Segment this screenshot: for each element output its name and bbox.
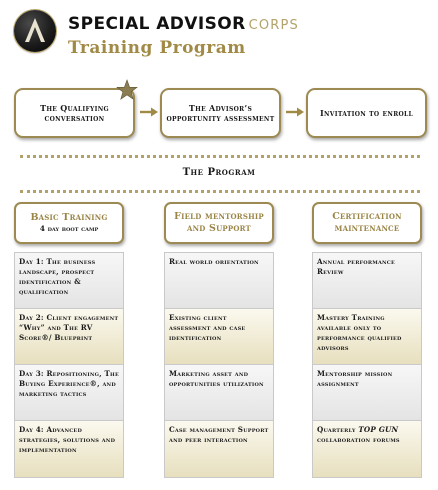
column-header-field-mentorship [164, 202, 274, 244]
column-heading: Basic Training [30, 212, 108, 224]
step-invitation-to-enroll [306, 88, 427, 138]
logo [14, 10, 56, 52]
section-title: The Program [182, 167, 256, 178]
page-subtitle: Training Program [68, 38, 246, 58]
dotted-divider [20, 190, 420, 193]
step-label: The Advisor’s opportunity assessment [166, 103, 275, 123]
list-item: Case management Support and peer interaction [164, 420, 274, 478]
column-heading: Certification maintenance [332, 211, 402, 234]
brand-title [68, 14, 299, 34]
list-item: Real world orientation [164, 252, 274, 308]
column-header-basic-training [14, 202, 124, 244]
top-gun-emphasis: TOP GUN [358, 425, 399, 434]
list-item: Annual performance Review [312, 252, 422, 308]
column-header-certification [312, 202, 422, 244]
step-advisor-assessment [160, 88, 281, 138]
list-item: Marketing asset and opportunities utilization [164, 364, 274, 420]
list-item [312, 420, 422, 478]
star-icon [116, 79, 138, 101]
step-label: Invitation to enroll [319, 108, 414, 118]
list-item: Mastery Training available only to performance qualified advisors [312, 308, 422, 364]
list-item: Day 1: The business landscape, prospect identification & qualification [14, 252, 124, 308]
arrow-right-icon [285, 106, 305, 118]
dotted-divider [20, 155, 420, 158]
arrow-right-icon [139, 106, 159, 118]
item-text: collaboration forums [317, 434, 400, 444]
list-item: Day 2: Client engagement “Why” and The RV Score®/ Blueprint [14, 308, 124, 364]
list-item: Mentorship mission assignment [312, 364, 422, 420]
brand-name: SPECIAL ADVISOR [68, 14, 246, 34]
list-item: Day 4: Advanced strategies, solutions and implementation [14, 420, 124, 478]
list-item: Existing client assessment and case identification [164, 308, 274, 364]
column-subheading: 4 day boot camp [39, 224, 99, 234]
item-text: Quarterly [317, 425, 359, 434]
step-label: The Qualifying conversation [40, 103, 109, 123]
brand-corps: CORPS [248, 18, 299, 33]
list-item: Day 3: Repositioning, The Buying Experience®, and marketing tactics [14, 364, 124, 420]
column-heading: Field mentorship and Support [174, 211, 264, 234]
